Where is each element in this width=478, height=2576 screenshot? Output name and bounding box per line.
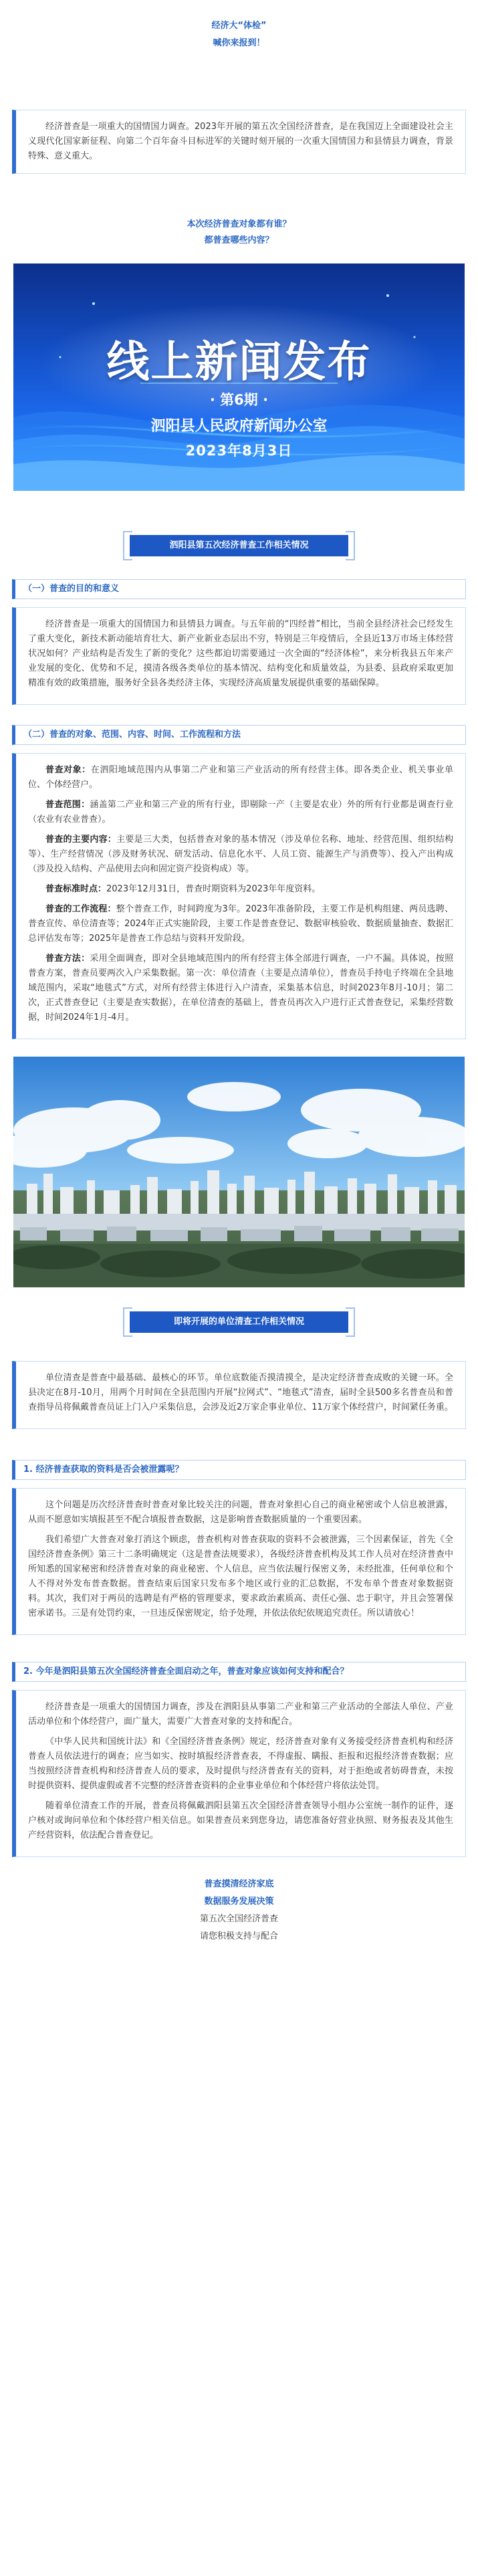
- banner-office: 泗阳县人民政府新闻办公室: [150, 418, 328, 435]
- section-header-1-title: 泗阳县第五次经济普查工作相关情况: [130, 535, 348, 556]
- part-2-item-text: 2023年12月31日，普查时期资料为2023年年度资料。: [106, 884, 321, 894]
- closing-line-1: 普查摸清经济家底: [204, 1879, 274, 1889]
- part-2-item-text: 整个普查工作，时间跨度为3年。2023年准备阶段，主要工作是机构组建、两员选聘、普查宣传、单位清查等；2024年正式实施阶段，主要工作是普查登记、数据审核验收、数据质量抽查、数据汇总评估发布等；2025年是普查工作总结与资料开发阶段。: [28, 904, 453, 944]
- part-2-item-label: 普查方法：: [45, 954, 90, 964]
- qa-2-question: 2. 今年是泗阳县第五次全国经济普查全面启动之年，普查对象应该如何支持和配合？: [12, 1662, 466, 1682]
- section-header-1: [123, 531, 355, 560]
- part-1-title: （一）普查的目的和意义: [12, 579, 466, 599]
- section-2-panel: [12, 1361, 466, 1429]
- header-bracket-right: [346, 1307, 355, 1337]
- section-2-paragraph: 单位清查是普查中最基础、最核心的环节。单位底数能否摸清摸全，是决定经济普查成败的关键一环。全县决定在8月-10月，用两个月时间在全县范围内开展“拉网式”、“地毯式”清查，届时全县500多名普查员和普查指导员将佩戴普查员证上门入户采集信息，会涉及近2万家企事业单位、11万家个体经营户，时间紧任务重。: [28, 1373, 453, 1412]
- intro-title: [0, 0, 478, 52]
- part-1-text: 经济普查是一项重大的国情国力和县情县力调查。与五年前的“四经普”相比，当前全县经济社会已经发生了重大变化，新技术新动能培育壮大、新产业新业态层出不穷，特别是三年疫情后，全县近13万市场主体经营状况如何？产业结构是否发生了新的变化？这些都迫切需要通过一次全面的“经济体检”，来分析我县五年来产业发展的变化、优势和不足，摸清各级各类单位的基本情况、结构变化和质量效益，为县委、县政府采取更加精准有效的政策措施，服务好全县各类经济主体，实现经济高质量发展提供重要的基础保障。: [28, 619, 453, 688]
- qa-1-question: 1. 经济普查获取的资料是否会被泄露呢？: [12, 1460, 466, 1480]
- city-skyline-photo: [13, 1057, 465, 1287]
- part-2-item-label: 普查的工作流程：: [45, 904, 116, 914]
- qa-1-paragraph: 这个问题是历次经济普查时普查对象比较关注的问题，普查对象担心自己的商业秘密或个人信息被泄露，从而不愿意如实填报甚至不配合填报普查数据，这是影响普查数据质量的一个重要因素。: [28, 1500, 453, 1525]
- closing-line-4: 请您积极支持与配合: [199, 1931, 278, 1941]
- lead-paragraph: 经济普查是一项重大的国情国力调查。2023年开展的第五次全国经济普查，是在我国迈上全面建设社会主义现代化国家新征程、向第二个百年奋斗目标进军的关键时刻开展的一次重大国情国力和县情县力调查，背景特殊、意义重大。: [12, 110, 466, 174]
- closing-slogan: [0, 1876, 478, 1945]
- part-2-item: [28, 798, 453, 827]
- qa-2-answer: [12, 1690, 466, 1857]
- closing-line-3: 第五次全国经济普查: [199, 1914, 278, 1924]
- banner-issue-text: · 第6期 ·: [209, 392, 269, 408]
- part-2-panel: [12, 753, 466, 1039]
- press-release-banner: [13, 263, 465, 491]
- qa-2-paragraph: 随着单位清查工作的开展，普查员将佩戴泗阳县第五次全国经济普查领导小组办公室统一制作的证件，逐户核对或询问单位和个体经营户相关信息。如果普查员来到您身边，请您准备好营业执照、财务报表及其他生产经营资料，依法配合普查登记。: [28, 1801, 453, 1840]
- header-bracket-right: [346, 531, 355, 560]
- part-2-item-text: 在泗阳地域范围内从事第二产业和第三产业活动的所有经营主体。即各类企业、机关事业单位、个体经营户。: [28, 765, 453, 790]
- part-2-item: [28, 882, 453, 897]
- part-2-item-label: 普查标准时点：: [45, 884, 107, 894]
- qa-2-paragraph: 经济普查是一项重大的国情国力调查，涉及在泗阳县从事第二产业和第三产业活动的全部法人单位、产业活动单位和个体经营户，面广量大，需要广大普查对象的支持和配合。: [28, 1702, 453, 1727]
- part-2-item: [28, 833, 453, 877]
- question-lines: [0, 217, 478, 249]
- part-2-item: [28, 952, 453, 1025]
- question-line-2: 都普查哪些内容？: [204, 235, 274, 245]
- part-2-item-label: 普查的主要内容：: [45, 835, 117, 845]
- city-skyline-illustration: [13, 1057, 465, 1287]
- banner-main-title: 线上新闻发布: [106, 338, 372, 387]
- part-2-item-text: 采用全面调查，即对全县地域范围内的所有经营主体全部进行调查，一户不漏。具体说，按照普查方案，普查员要两次入户采集数据。第一次：单位清查（主要是点清单位），普查员手持电子终端在全县地域范围内，采取“地毯式”方式，对所有经营主体进行入户清查，采集基本信息，时间2023年8月-10月；第二次，正式普查登记（主要是查实数据），在单位清查的基础上，普查员再次入户进行正式普查登记，采集经营数据，时间2024年1月-4月。: [28, 954, 453, 1023]
- part-2-item: [28, 763, 453, 792]
- part-2-item-text: 涵盖第二产业和第三产业的所有行业，即剔除一产（主要是农业）外的所有行业都是调查行业（农业有农业普查）。: [28, 800, 453, 825]
- part-2-item-text: 主要是三大类，包括普查对象的基本情况（涉及单位名称、地址、经营范围、组织结构等）、生产经营情况（涉及财务状况、研发活动、信息化水平、人员工资、能源生产与消费等）、投入产出构成（涉及投入结构、产品使用去向和固定资产投资构成）等。: [28, 835, 453, 874]
- banner-date: 2023年8月3日: [185, 443, 293, 459]
- section-header-2-title: 即将开展的单位清查工作相关情况: [130, 1311, 348, 1333]
- qa-2-paragraph: 《中华人民共和国统计法》和《全国经济普查条例》规定，经济普查对象有义务接受经济普查机构和经济普查人员依法进行的调查；应当如实、按时填报经济普查表，不得虚报、瞒报、拒报和迟报经济普查数据；应当按照经济普查机构和经济普查人员的要求，及时提供与经济普查有关的资料，对于拒绝或者妨碍普查，未按时提供资料、提供虚假或者不完整的经济普查资料的企业事业单位和个体经营户将依法处罚。: [28, 1737, 453, 1791]
- banner-issue-number: [13, 389, 465, 409]
- part-1-panel: [12, 607, 466, 705]
- part-2-item-label: 普查对象：: [45, 765, 91, 775]
- intro-line-2: 喊你来报到！: [213, 38, 265, 48]
- part-2-title: （二）普查的对象、范围、内容、时间、工作流程和方法: [12, 725, 466, 745]
- qa-1-answer: [12, 1488, 466, 1635]
- question-line-1: 本次经济普查对象都有谁？: [187, 219, 291, 229]
- part-2-item-label: 普查范围：: [45, 800, 90, 810]
- qa-1-paragraph: 我们希望广大普查对象打消这个顾虑，普查机构对普查获取的资料不会被泄露，三个因素保证，首先《全国经济普查条例》第三十二条明确规定（这是普查法规要求），各级经济普查机构及其工作人员对在经济普查中所知悉的国家秘密和经济普查对象的商业秘密、个人信息，应当依法履行保密义务，未经批准，任何单位和个人不得对外发布普查数据。普查结束后国家只发布多个地区或行业的汇总数据，不发布单个普查对象数据资料。其次，我们对于两员的选聘是有严格的管理要求，要求政治素质高、责任心强、忠于职守，并且会签署保密承诺书。三是有处罚约束，一旦违反保密规定，给予处理，并依法依纪依规追究责任。所以请放心！: [28, 1535, 453, 1618]
- part-2-item: [28, 902, 453, 946]
- intro-line-1: 经济大“体检”: [211, 21, 267, 31]
- section-header-2: [123, 1307, 355, 1337]
- closing-line-2: 数据服务发展决策: [204, 1897, 274, 1907]
